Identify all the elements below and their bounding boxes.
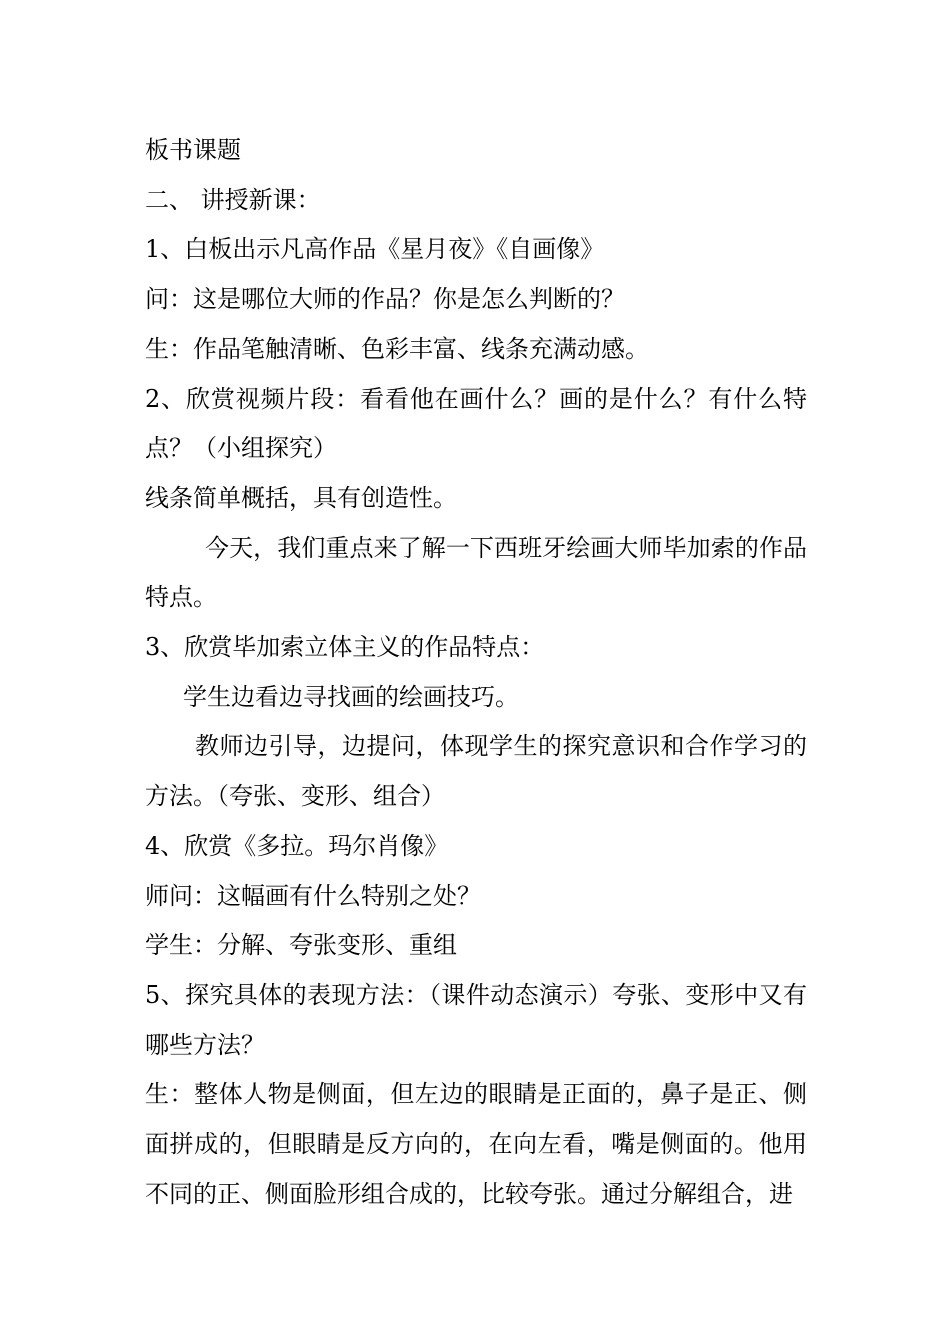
paragraph-teacher-question: 师问：这幅画有什么特别之处？ <box>145 881 481 910</box>
paragraph-title: 板书课题 <box>145 136 241 164</box>
paragraph-item-4: 4、欣赏《多拉。玛尔肖像》 <box>145 831 449 860</box>
document-body <box>145 126 807 1219</box>
paragraph-question: 问：这是哪位大师的作品？你是怎么判断的？ <box>145 285 625 314</box>
paragraph-today: 今天，我们重点来了解一下西班牙绘画大师毕加索的作品特点。 <box>145 533 807 612</box>
paragraph-student-reply: 学生：分解、夸张变形、重组 <box>145 931 457 960</box>
paragraph-student-look: 学生边看边寻找画的绘画技巧。 <box>183 682 519 711</box>
paragraph-student-analysis: 生：整体人物是侧面，但左边的眼睛是正面的，鼻子是正、侧面拼成的，但眼睛是反方向的，在向左看，嘴是侧面的。他用不同的正、侧面脸形组合成的，比较夸张。通过分解组合，进 <box>145 1080 807 1208</box>
paragraph-student-answer: 生：作品笔触清晰、色彩丰富、线条充满动感。 <box>145 334 649 363</box>
paragraph-item-5: 5、探究具体的表现方法：（课件动态演示）夸张、变形中又有哪些方法？ <box>145 980 807 1059</box>
paragraph-item-2: 2、欣赏视频片段：看看他在画什么？画的是什么？有什么特点？（小组探究） <box>145 384 807 463</box>
paragraph-line-summary: 线条简单概括，具有创造性。 <box>145 483 457 512</box>
paragraph-item-3: 3、欣赏毕加索立体主义的作品特点： <box>145 633 545 662</box>
paragraph-item-1: 1、白板出示凡高作品《星月夜》《自画像》 <box>145 235 605 264</box>
paragraph-teacher-guide: 教师边引导，边提问，体现学生的探究意识和合作学习的方法。（夸张、变形、组合） <box>145 732 807 811</box>
paragraph-section-heading: 二、 讲授新课： <box>145 185 321 214</box>
